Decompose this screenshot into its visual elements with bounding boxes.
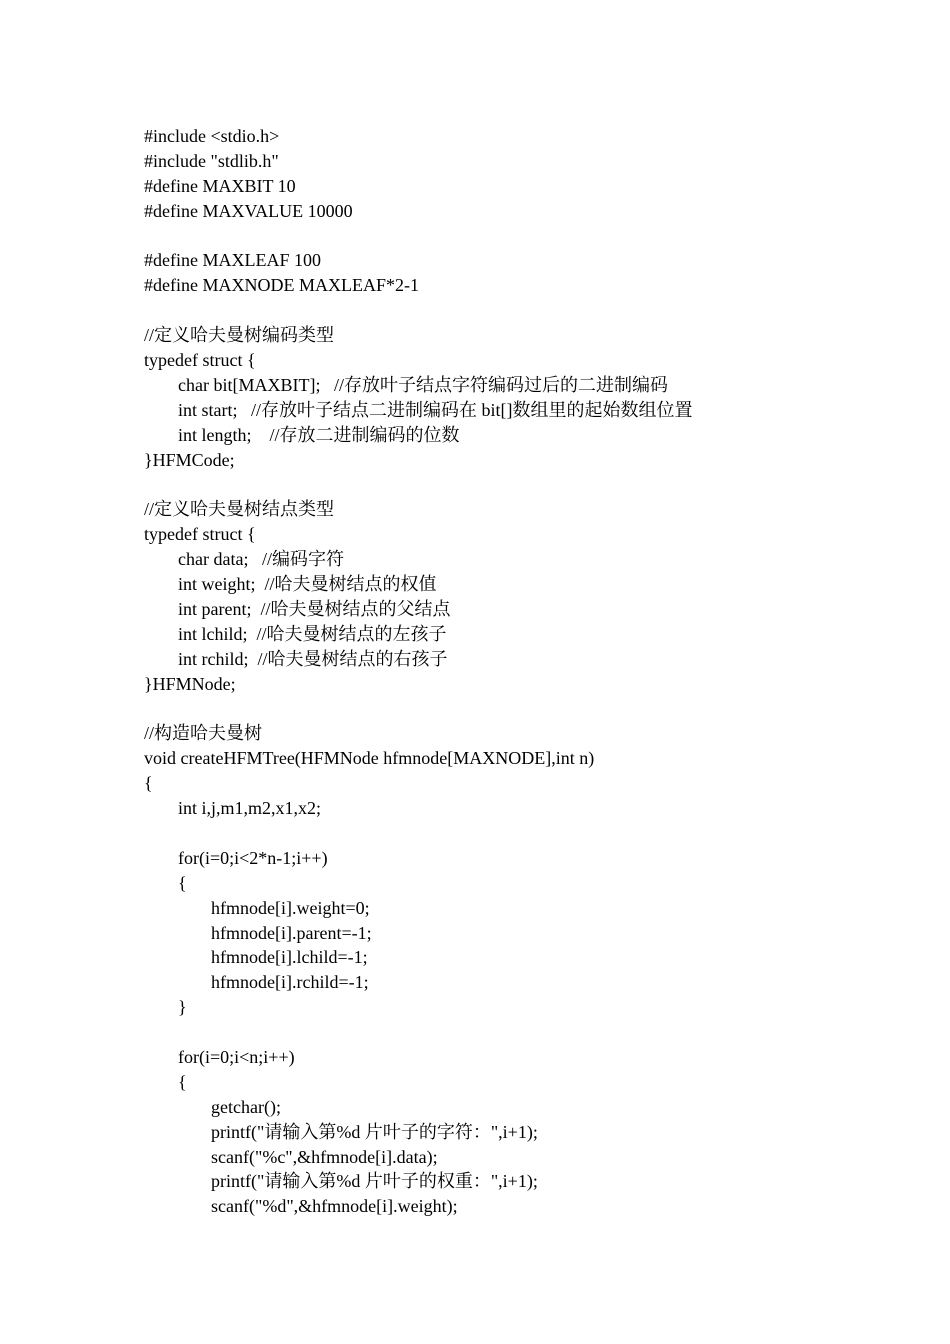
code-line: { [144, 773, 153, 794]
code-line: }HFMNode; [144, 673, 236, 694]
code-listing [144, 124, 904, 1219]
blank-line [144, 224, 904, 249]
code-line: for(i=0;i<n;i++) [178, 1046, 295, 1067]
code-line: int rchild; //哈夫曼树结点的右孩子 [178, 648, 448, 669]
code-line: getchar(); [211, 1096, 281, 1117]
code-line: printf("请输入第%d 片叶子的权重：",i+1); [211, 1171, 538, 1192]
code-line: typedef struct { [144, 350, 256, 371]
code-line: #define MAXLEAF 100 [144, 250, 321, 271]
code-line: int i,j,m1,m2,x1,x2; [178, 798, 322, 819]
code-line: #define MAXBIT 10 [144, 175, 296, 196]
code-line: for(i=0;i<2*n-1;i++) [178, 847, 328, 868]
code-line: int parent; //哈夫曼树结点的父结点 [178, 598, 451, 619]
code-line: //构造哈夫曼树 [144, 723, 263, 744]
code-line: char bit[MAXBIT]; //存放叶子结点字符编码过后的二进制编码 [178, 374, 668, 395]
code-line: }HFMCode; [144, 449, 235, 470]
code-line: typedef struct { [144, 524, 256, 545]
code-line: hfmnode[i].rchild=-1; [211, 972, 369, 993]
code-line: scanf("%d",&hfmnode[i].weight); [211, 1196, 458, 1217]
code-line: { [178, 872, 187, 893]
code-line: #define MAXVALUE 10000 [144, 200, 353, 221]
code-line: printf("请输入第%d 片叶子的字符：",i+1); [211, 1121, 538, 1142]
blank-line [144, 298, 904, 323]
blank-line [144, 821, 904, 846]
code-line: hfmnode[i].parent=-1; [211, 922, 372, 943]
code-line: int weight; //哈夫曼树结点的权值 [178, 574, 437, 595]
code-line: hfmnode[i].lchild=-1; [211, 947, 368, 968]
code-line: int start; //存放叶子结点二进制编码在 bit[]数组里的起始数组位置 [178, 399, 693, 420]
blank-line [144, 696, 904, 721]
code-line: char data; //编码字符 [178, 549, 344, 570]
code-line: int length; //存放二进制编码的位数 [178, 424, 460, 445]
code-line: #define MAXNODE MAXLEAF*2-1 [144, 275, 419, 296]
code-line: scanf("%c",&hfmnode[i].data); [211, 1146, 438, 1167]
code-line: } [178, 997, 187, 1018]
code-line: //定义哈夫曼树编码类型 [144, 325, 335, 346]
code-line: //定义哈夫曼树结点类型 [144, 499, 335, 520]
blank-line [144, 472, 904, 497]
code-line: void createHFMTree(HFMNode hfmnode[MAXNODE],int n) [144, 748, 595, 769]
blank-line [144, 1020, 904, 1045]
code-line: #include <stdio.h> [144, 126, 280, 146]
code-line: #include "stdlib.h" [144, 150, 279, 171]
code-line: hfmnode[i].weight=0; [211, 897, 370, 918]
code-line: { [178, 1071, 187, 1092]
code-line: int lchild; //哈夫曼树结点的左孩子 [178, 623, 447, 644]
